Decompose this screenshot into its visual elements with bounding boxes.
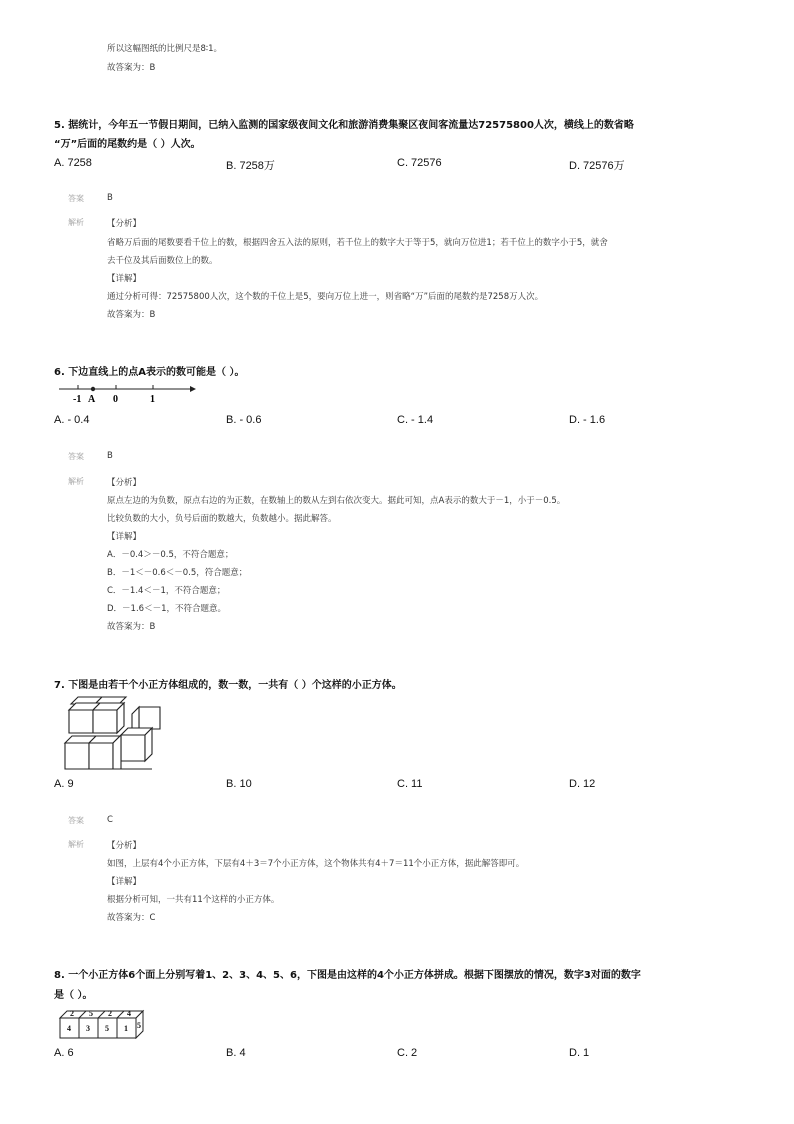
analysis-line: 【详解】: [107, 877, 142, 887]
answer-label: 答案: [68, 452, 84, 461]
question-5-option-a[interactable]: A. 7258: [54, 157, 92, 169]
question-6-line-1: 6. 下边直线上的点A表示的数可能是（ ）。: [54, 367, 245, 378]
cube-top-label: 2: [108, 1009, 112, 1018]
question-8-option-d[interactable]: D. 1: [569, 1047, 590, 1059]
analysis-line: D．－1.6＜－1，不符合题意。: [107, 604, 226, 614]
analysis-label: 解析: [68, 840, 84, 849]
analysis-line: 故答案为：C: [107, 913, 156, 923]
question-8-line-2: 是（ ）。: [54, 990, 93, 1001]
analysis-line: 【分析】: [107, 219, 142, 229]
cube-top-label: 4: [127, 1009, 131, 1018]
analysis-line: C．－1.4＜－1，不符合题意；: [107, 586, 226, 596]
prev-analysis-line: 所以这幅图纸的比例尺是8∶1。: [107, 44, 223, 54]
answer-label: 答案: [68, 194, 84, 203]
analysis-label: 解析: [68, 477, 84, 486]
point-a-dot: [91, 387, 95, 391]
question-7-option-c[interactable]: C. 11: [397, 778, 423, 790]
analysis-line: 比较负数的大小，负号后面的数越大，负数越小。据此解答。: [107, 514, 337, 524]
question-6-option-b[interactable]: B. - 0.6: [226, 414, 262, 426]
prev-answer-line: 故答案为：B: [107, 63, 156, 73]
analysis-line: 故答案为：B: [107, 310, 156, 320]
cube-front-label: 5: [105, 1024, 109, 1033]
question-8-option-a[interactable]: A. 6: [54, 1047, 74, 1059]
analysis-line: B．－1＜－0.6＜－0.5，符合题意；: [107, 568, 248, 578]
analysis-line: 【分析】: [107, 841, 142, 851]
question-5-option-c[interactable]: C. 72576: [397, 157, 442, 169]
question-7-option-a[interactable]: A. 9: [54, 778, 74, 790]
point-a-label: A: [88, 394, 96, 404]
cube-top-label: 5: [89, 1009, 93, 1018]
four-cubes-figure: [58, 1007, 150, 1039]
question-6-answer: B: [107, 451, 113, 461]
answer-label: 答案: [68, 816, 84, 825]
analysis-line: 【详解】: [107, 532, 142, 542]
question-8-option-c[interactable]: C. 2: [397, 1047, 418, 1059]
cube-stack-figure: [62, 695, 162, 771]
question-7-answer: C: [107, 815, 113, 825]
tick-label-1: 1: [150, 394, 155, 404]
analysis-line: 省略万后面的尾数要看千位上的数，根据四舍五入法的原则，若千位上的数字大于等于5，就向万位进1；若千位上的数字小于5，就舍: [107, 238, 608, 248]
analysis-line: A．－0.4＞－0.5，不符合题意；: [107, 550, 234, 560]
analysis-line: 【分析】: [107, 478, 142, 488]
question-6-option-c[interactable]: C. - 1.4: [397, 414, 434, 426]
cube-front-label: 3: [86, 1024, 90, 1033]
cube-front-label: 1: [124, 1024, 128, 1033]
number-line-figure: [56, 382, 196, 404]
cube-front-label: 4: [67, 1024, 71, 1033]
analysis-line: 如图，上层有4个小正方体，下层有4＋3＝7个小正方体，这个物体共有4＋7＝11个小正方体，据此解答即可。: [107, 859, 525, 869]
tick-label-0: 0: [113, 394, 118, 404]
question-7-option-d[interactable]: D. 12: [569, 778, 596, 790]
question-8-line-1: 8. 一个小正方体6个面上分别写着1、2、3、4、5、6，下图是由这样的4个小正方体拼成。根据下图摆放的情况，数字3对面的数字: [54, 970, 641, 981]
number-line-arrow: [190, 386, 196, 392]
question-5-option-b[interactable]: B. 7258万: [226, 160, 275, 172]
cube-side-label: 5: [137, 1021, 141, 1030]
question-5-option-d[interactable]: D. 72576万: [569, 160, 625, 172]
analysis-label: 解析: [68, 218, 84, 227]
analysis-line: 去千位及其后面数位上的数。: [107, 256, 218, 266]
analysis-line: 通过分析可得：72575800人次，这个数的千位上是5，要向万位上进一，则省略“万”后面的尾数约是7258万人次。: [107, 292, 544, 302]
question-5-answer: B: [107, 193, 113, 203]
question-6-option-a[interactable]: A. - 0.4: [54, 414, 90, 426]
tick-label-minus-1: -1: [73, 394, 82, 404]
question-6-option-d[interactable]: D. - 1.6: [569, 414, 606, 426]
analysis-line: 原点左边的为负数，原点右边的为正数，在数轴上的数从左到右依次变大。据此可知，点A表示的数大于－1，小于－0.5。: [107, 496, 566, 506]
question-5-line-1: 5. 据统计，今年五一节假日期间，已纳入监测的国家级夜间文化和旅游消费集聚区夜间客流量达72575800人次，横线上的数省略: [54, 120, 634, 131]
question-5-line-2: “万”后面的尾数约是（ ）人次。: [54, 139, 201, 150]
question-7-line-1: 7. 下图是由若干个小正方体组成的，数一数，一共有（ ）个这样的小正方体。: [54, 680, 402, 691]
cube-top-label: 2: [70, 1009, 74, 1018]
question-8-option-b[interactable]: B. 4: [226, 1047, 246, 1059]
analysis-line: 故答案为：B: [107, 622, 156, 632]
question-7-option-b[interactable]: B. 10: [226, 778, 252, 790]
analysis-line: 根据分析可知，一共有11个这样的小正方体。: [107, 895, 280, 905]
analysis-line: 【详解】: [107, 274, 142, 284]
